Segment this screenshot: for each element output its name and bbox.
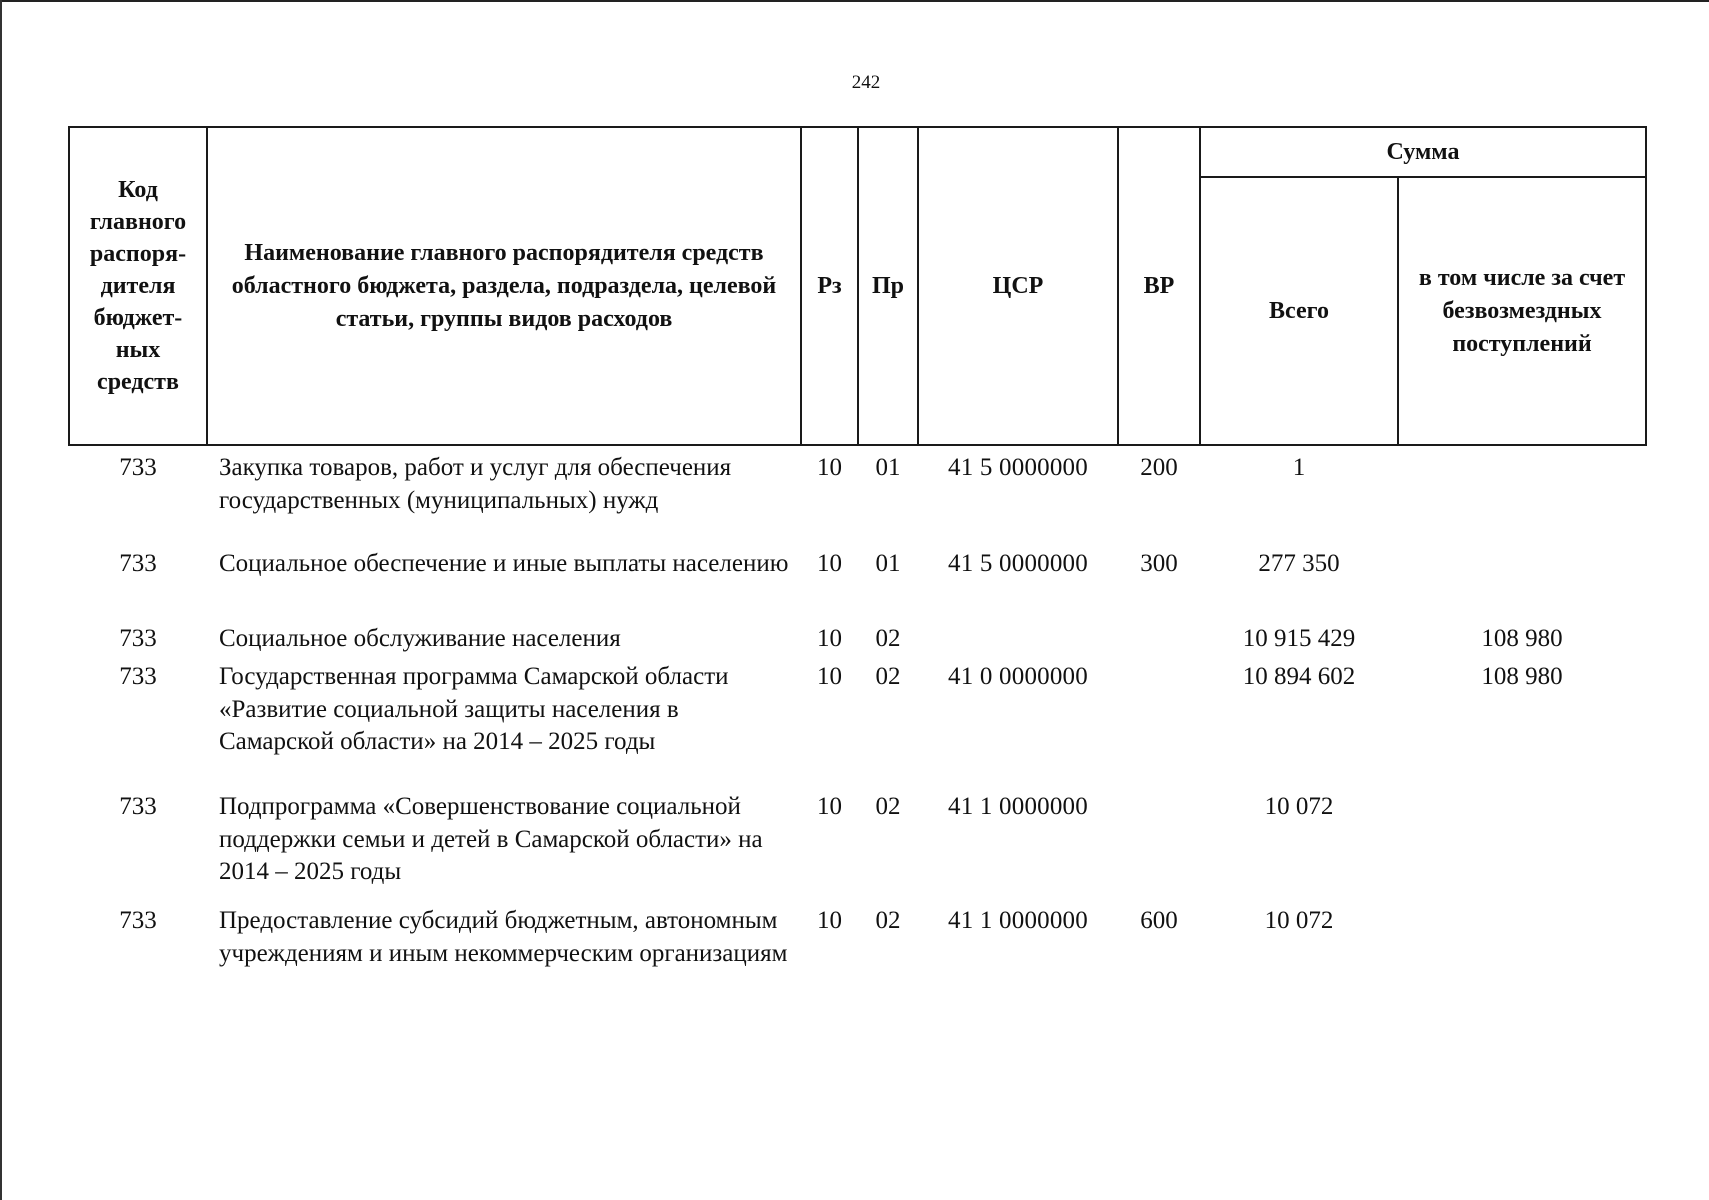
cell-rz: 10 — [817, 550, 842, 577]
cell-total: 10 894 602 — [1242, 663, 1356, 690]
table-header — [69, 127, 1646, 445]
cell-pr: 02 — [875, 625, 901, 652]
table-row — [69, 661, 1646, 791]
header-total: Всего — [1200, 177, 1398, 445]
header-free: в том числе за счет безвозмездных поступлений — [1398, 177, 1646, 445]
header-csr: ЦСР — [918, 127, 1118, 445]
table-row — [69, 905, 1646, 1015]
table-row — [69, 445, 1646, 548]
table-row — [69, 623, 1646, 661]
cell-name: Закупка товаров, работ и услуг для обеспечения государственных (муниципальных) нужд — [219, 454, 732, 514]
header-code: Код главного распоря-дителя бюджет-ных средств — [69, 127, 207, 445]
cell-vr: 200 — [1140, 454, 1178, 481]
cell-pr: 02 — [875, 793, 901, 820]
cell-free — [1398, 445, 1646, 548]
cell-rz: 10 — [817, 454, 842, 481]
cell-free: 108 980 — [1481, 663, 1563, 690]
cell-free — [1398, 905, 1646, 1015]
cell-vr: 600 — [1140, 907, 1178, 934]
cell-rz: 10 — [817, 663, 842, 690]
cell-free — [1398, 791, 1646, 905]
cell-free: 108 980 — [1481, 625, 1563, 652]
cell-total: 1 — [1292, 454, 1306, 481]
cell-csr: 41 1 0000000 — [948, 793, 1088, 820]
cell-name: Социальное обслуживание населения — [219, 625, 621, 652]
cell-total: 277 350 — [1258, 550, 1340, 577]
cell-pr: 02 — [875, 907, 901, 934]
table-body — [69, 445, 1646, 1015]
table-row — [69, 548, 1646, 623]
header-pr: Пр — [858, 127, 918, 445]
cell-code: 733 — [119, 907, 157, 934]
cell-name: Предоставление субсидий бюджетным, автономным учреждениям и иным некоммерческим организациям — [219, 907, 788, 967]
cell-name: Государственная программа Самарской области «Развитие социальной защиты населения в Самарской области» на 2014 – 2025 годы — [219, 663, 729, 755]
cell-name: Подпрограмма «Совершенствование социальной поддержки семьи и детей в Самарской области» на 2014 – 2025 годы — [219, 793, 763, 885]
cell-code: 733 — [119, 454, 157, 481]
cell-csr: 41 1 0000000 — [948, 907, 1088, 934]
cell-csr — [918, 623, 1118, 661]
cell-pr: 01 — [875, 454, 901, 481]
cell-free — [1398, 548, 1646, 623]
cell-vr: 300 — [1140, 550, 1178, 577]
cell-rz: 10 — [817, 907, 842, 934]
scan-left-border — [0, 0, 2, 1200]
header-rz: Рз — [801, 127, 858, 445]
cell-rz: 10 — [817, 625, 842, 652]
cell-code: 733 — [119, 663, 157, 690]
cell-code: 733 — [119, 625, 157, 652]
table-row — [69, 791, 1646, 905]
cell-csr: 41 5 0000000 — [948, 550, 1088, 577]
scan-top-border — [0, 0, 1709, 2]
header-name: Наименование главного распорядителя средств областного бюджета, раздела, подраздела, целевой статьи, группы видов расходов — [207, 127, 801, 445]
cell-vr — [1118, 623, 1200, 661]
budget-table — [68, 126, 1647, 1015]
cell-pr: 02 — [875, 663, 901, 690]
cell-total: 10 072 — [1264, 907, 1334, 934]
cell-vr — [1118, 791, 1200, 905]
page-number: 242 — [851, 72, 881, 93]
cell-total: 10 072 — [1264, 793, 1334, 820]
header-vr: ВР — [1118, 127, 1200, 445]
cell-code: 733 — [119, 793, 157, 820]
header-summa: Сумма — [1200, 127, 1646, 177]
cell-csr: 41 0 0000000 — [948, 663, 1088, 690]
cell-name: Социальное обеспечение и иные выплаты населению — [219, 550, 789, 577]
cell-pr: 01 — [875, 550, 901, 577]
cell-rz: 10 — [817, 793, 842, 820]
cell-code: 733 — [119, 550, 157, 577]
cell-csr: 41 5 0000000 — [948, 454, 1088, 481]
cell-total: 10 915 429 — [1242, 625, 1356, 652]
cell-vr — [1118, 661, 1200, 791]
